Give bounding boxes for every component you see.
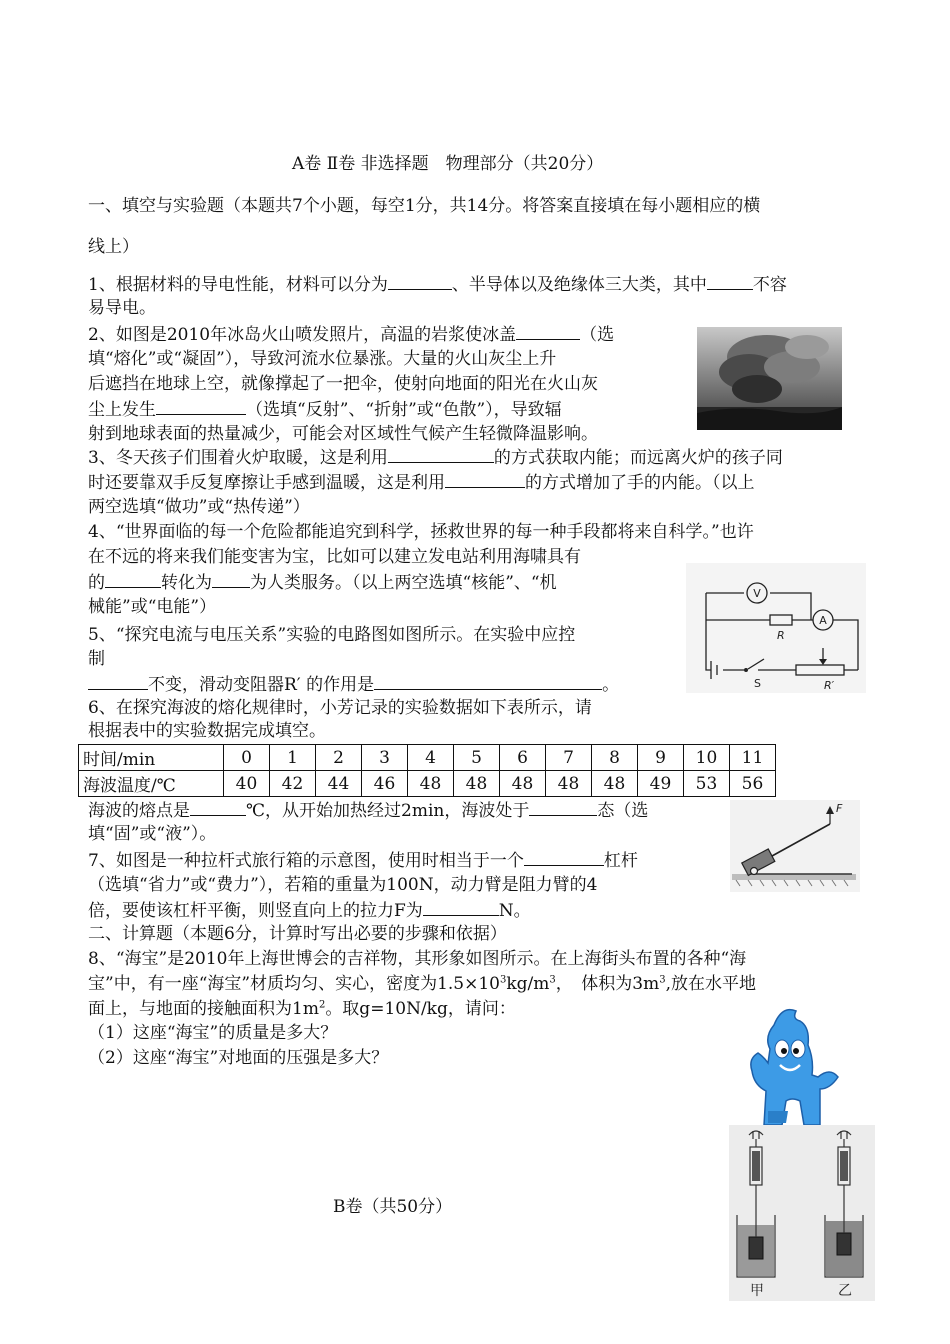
table-cell: 6 — [500, 745, 546, 771]
table-cell: 0 — [224, 745, 270, 771]
answer-blank[interactable] — [516, 323, 580, 340]
table-row — [79, 745, 776, 771]
question-5: 5、“探究电流与电压关系”实验的电路图如图所示。在实验中应控 — [88, 625, 576, 645]
suitcase-lever-diagram — [730, 800, 860, 892]
question-7-line3: 倍，要使该杠杆平衡，则竖直向上的拉力F为 N。 — [88, 901, 531, 921]
question-5-line3: 不变，滑动变阻器R′ 的作用是 。 — [88, 673, 619, 696]
question-4: 4、“世界面临的每一个危险都能追究到科学，拯救世界的每一种手段都将来自科学。”也许 — [88, 522, 754, 542]
table-row — [79, 771, 776, 797]
answer-blank[interactable] — [105, 571, 161, 588]
beaker-experiment-figure — [729, 1125, 875, 1301]
question-3: 3、冬天孩子们围着火炉取暖，这是利用 的方式获取内能；而远离火炉的孩子同 — [88, 448, 783, 468]
question-1-cont: 易导电。 — [88, 298, 156, 318]
answer-blank[interactable] — [156, 398, 246, 415]
table-cell: 53 — [684, 771, 730, 797]
circuit-diagram — [686, 563, 866, 693]
question-8: 8、“海宝”是2010年上海世博会的吉祥物，其形象如图所示。在上海街头布置的各种“海 — [88, 949, 747, 969]
answer-blank[interactable] — [374, 673, 602, 690]
question-8-line2: 宝”中，有一座“海宝”材质均匀、实心，密度为$1.5\times 10^3kg/m^3$， 体积为$3m^3$,放在水平地 — [88, 974, 756, 994]
table-cell: 42 — [270, 771, 316, 797]
table-cell: 11 — [730, 745, 776, 771]
question-6-line2: 根据表中的实验数据完成填空。 — [88, 721, 326, 741]
table-cell: 3 — [362, 745, 408, 771]
answer-blank[interactable] — [190, 799, 246, 816]
table-cell: 48 — [500, 771, 546, 797]
table-cell: 48 — [592, 771, 638, 797]
table-cell: 48 — [408, 771, 454, 797]
question-4-line2: 在不远的将来我们能变害为宝，比如可以建立发电站利用海啸具有 — [88, 547, 581, 567]
section2-heading: 二、计算题（本题6分，计算时写出必要的步骤和依据） — [88, 924, 507, 944]
question-2-line5: 射到地球表面的热量减少，可能会对区域性气候产生轻微降温影响。 — [88, 424, 598, 444]
table-header-time: 时间/min — [79, 745, 224, 771]
question-6-line4: 填“固”或“液”）。 — [88, 824, 217, 844]
svg-text:A: A — [819, 614, 827, 627]
question-2-line4: 尘上发生 （选填“反射”、“折射”或“色散”），导致辐 — [88, 400, 562, 420]
table-cell: 2 — [316, 745, 362, 771]
question-8-line3: 面上，与地面的接触面积为$1m^2$。取g=10N/kg，请问： — [88, 999, 516, 1019]
question-5-line2: 制 — [88, 649, 105, 669]
answer-blank[interactable] — [423, 899, 499, 916]
table-cell: 44 — [316, 771, 362, 797]
section1-heading: 一、填空与实验题（本题共7个小题，每空1分，共14分。将答案直接填在每小题相应的横 — [88, 196, 761, 216]
haibao-mascot-image — [734, 1005, 852, 1130]
answer-blank[interactable] — [212, 571, 250, 588]
answer-blank[interactable] — [388, 446, 494, 463]
section1-heading-cont: 线上） — [88, 237, 139, 257]
table-cell: 56 — [730, 771, 776, 797]
table-cell: 48 — [546, 771, 592, 797]
question-2-line3: 后遮挡在地球上空，就像撑起了一把伞，使射向地面的阳光在火山灰 — [88, 374, 598, 394]
svg-text:R: R — [777, 629, 785, 642]
question-4-line4: 械能”或“电能”） — [88, 597, 217, 617]
svg-text:V: V — [753, 587, 761, 600]
part-b-title: B卷（共50分） — [333, 1197, 453, 1217]
answer-blank[interactable] — [707, 273, 753, 290]
table-cell: 4 — [408, 745, 454, 771]
table-cell: 7 — [546, 745, 592, 771]
answer-blank[interactable] — [388, 273, 452, 290]
svg-text:乙: 乙 — [838, 1283, 852, 1299]
page-title: A卷 Ⅱ卷 非选择题 物理部分（共20分） — [292, 154, 604, 174]
table-header-temp: 海波温度/℃ — [79, 771, 224, 797]
table-cell: 46 — [362, 771, 408, 797]
table-cell: 48 — [454, 771, 500, 797]
question-3-line2: 时还要靠双手反复摩擦让手感到温暖，这是利用 的方式增加了手的内能。（以上 — [88, 473, 755, 493]
table-cell: 5 — [454, 745, 500, 771]
table-cell: 40 — [224, 771, 270, 797]
question-3-line3: 两空选填“做功”或“热传递”） — [88, 497, 310, 517]
answer-blank[interactable] — [529, 799, 597, 816]
question-8-sub2: （2）这座“海宝”对地面的压强是多大？ — [88, 1048, 389, 1068]
question-8-sub1: （1）这座“海宝”的质量是多大？ — [88, 1023, 338, 1043]
question-6: 6、在探究海波的熔化规律时，小芳记录的实验数据如下表所示，请 — [88, 698, 592, 718]
answer-blank[interactable] — [88, 673, 148, 690]
table-cell: 49 — [638, 771, 684, 797]
question-2-line2: 填“熔化”或“凝固”），导致河流水位暴涨。大量的火山灰尘上升 — [88, 349, 557, 369]
question-6-line3: 海波的熔点是 ℃，从开始加热经过2min，海波处于 态（选 — [88, 801, 649, 821]
table-cell: 10 — [684, 745, 730, 771]
melting-data-table — [78, 744, 776, 797]
table-cell: 9 — [638, 745, 684, 771]
question-1: 1、根据材料的导电性能，材料可以分为 、半导体以及绝缘体三大类，其中 不容 — [88, 275, 787, 295]
question-2: 2、如图是2010年冰岛火山喷发照片，高温的岩浆使冰盖 （选 — [88, 325, 615, 345]
volcano-photo — [697, 327, 842, 430]
svg-text:甲: 甲 — [750, 1283, 764, 1299]
question-7: 7、如图是一种拉杆式旅行箱的示意图，使用时相当于一个 杠杆 — [88, 851, 638, 871]
answer-blank[interactable] — [445, 471, 525, 488]
svg-text:S: S — [754, 677, 761, 690]
question-4-line3: 的 转化为 为人类服务。（以上两空选填“核能”、“机 — [88, 573, 557, 593]
svg-text:R′: R′ — [824, 679, 835, 692]
question-7-line2: （选填“省力”或“费力”），若箱的重量为100N，动力臂是阻力臂的4 — [88, 875, 598, 895]
table-cell: 8 — [592, 745, 638, 771]
table-cell: 1 — [270, 745, 316, 771]
answer-blank[interactable] — [524, 849, 604, 866]
svg-text:F: F — [836, 802, 843, 815]
